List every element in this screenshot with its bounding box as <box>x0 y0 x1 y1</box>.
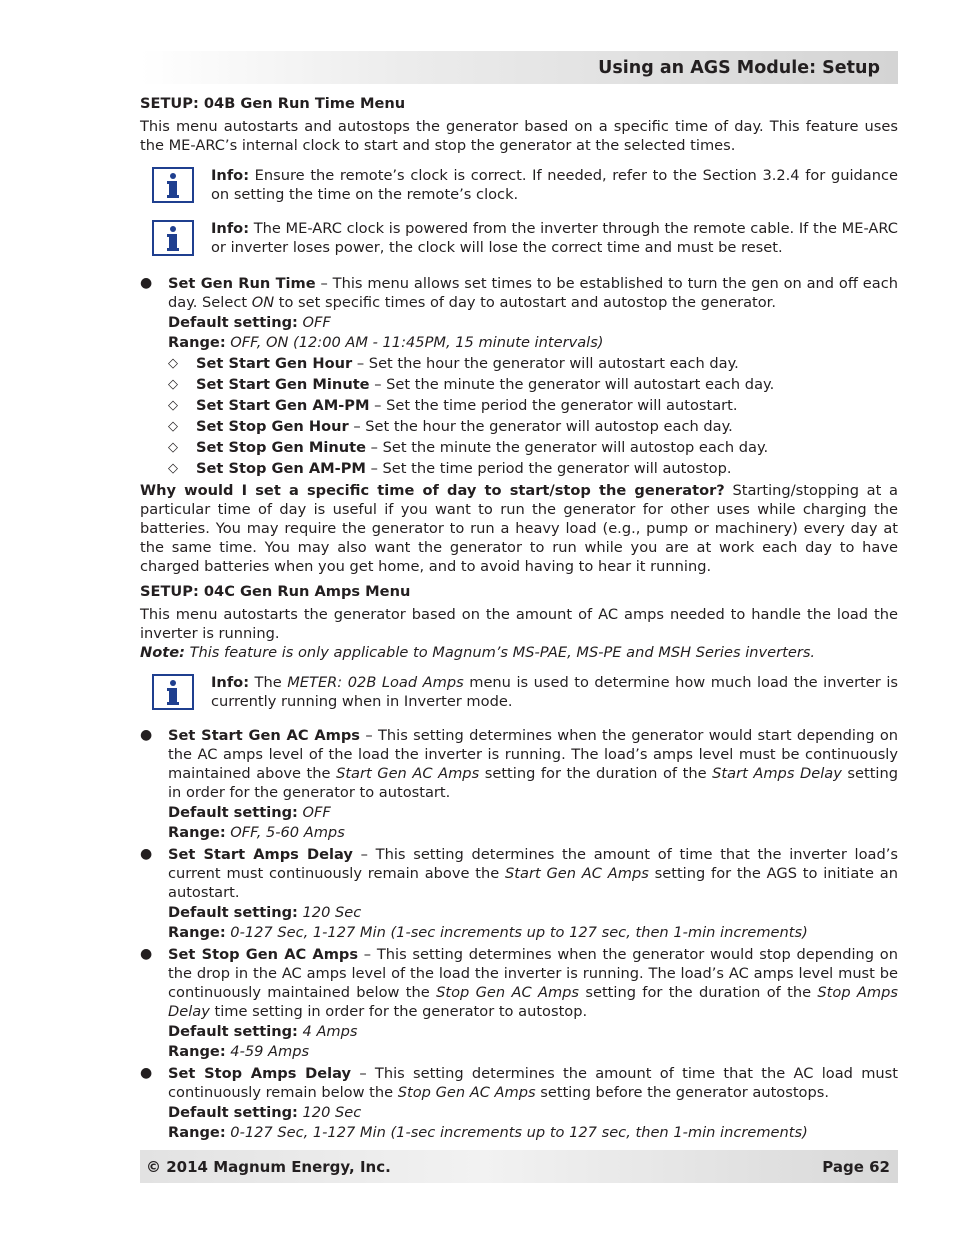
setting-desc: setting before the generator autostops. <box>535 1084 829 1101</box>
sub-setting-desc: – Set the minute the generator will autostop each day. <box>366 439 769 456</box>
list-item-set-stop-gen-ac-amps <box>140 945 898 1061</box>
sub-setting-item <box>140 354 898 373</box>
range-label: Range: <box>168 824 226 841</box>
diamond-bullet-icon: ◇ <box>168 461 178 476</box>
setting-desc: – This setting determines the amount of time that the AC load must continuously remain below the <box>168 1065 898 1101</box>
default-label: Default setting: <box>168 904 298 921</box>
setting-desc: setting for the duration of the <box>579 984 818 1001</box>
range-label: Range: <box>168 1043 226 1060</box>
info-text: menu is used to determine how much load the inverter is currently running when in Inverter mode. <box>211 674 898 710</box>
diamond-bullet-icon: ◇ <box>168 398 178 413</box>
default-label: Default setting: <box>168 1023 298 1040</box>
sub-setting-name: Set Stop Gen Hour <box>196 418 349 435</box>
info-note-1 <box>140 166 898 210</box>
diamond-bullet-icon: ◇ <box>168 419 178 434</box>
bullet-dot: ● <box>140 727 153 743</box>
info-text: Ensure the remote’s clock is correct. If needed, refer to the Section 3.2.4 for guidance on setting the time on the remote’s clock. <box>211 167 898 203</box>
setting-desc: setting in order for the generator to autostart. <box>168 765 898 801</box>
info-label: Info: <box>211 167 250 184</box>
section-heading-04b: SETUP: 04B Gen Run Time Menu <box>140 95 406 112</box>
section-heading-04c: SETUP: 04C Gen Run Amps Menu <box>140 583 411 600</box>
setting-name: Set Stop Gen AC Amps <box>168 946 359 963</box>
setting-desc: to set specific times of day to autostart and autostop the generator. <box>274 294 776 311</box>
setting-desc-italic: Stop Gen AC Amps <box>436 984 580 1001</box>
range-label: Range: <box>168 1124 226 1141</box>
sub-setting-desc: – Set the time period the generator will autostop. <box>365 460 732 477</box>
sub-setting-desc: – Set the hour the generator will autostop each day. <box>348 418 733 435</box>
bullet-dot: ● <box>140 846 153 862</box>
bullet-dot: ● <box>140 1065 153 1081</box>
sub-setting-item <box>140 375 898 394</box>
setting-desc: setting for the duration of the <box>479 765 713 782</box>
info-icon <box>152 167 194 208</box>
range-value: 0-127 Sec, 1-127 Min (1-sec increments up to 127 sec, then 1-min increments) <box>225 924 808 941</box>
note-text: This feature is only applicable to Magnum’s MS-PAE, MS-PE and MSH Series inverters. <box>184 644 816 661</box>
sub-setting-list <box>140 354 898 478</box>
info-icon <box>152 674 194 715</box>
note-paragraph <box>140 643 898 662</box>
list-item-set-start-amps-delay <box>140 845 898 942</box>
setting-name: Set Gen Run Time <box>168 275 316 292</box>
setting-desc: – This setting determines when the generator would start depending on the AC amps level of the load the inverter is running. The load’s amps level must be continuously maintained above the <box>168 727 899 782</box>
why-question: Why would I set a specific time of day to start/stop the generator? <box>140 482 725 499</box>
page-number: Page 62 <box>822 1158 890 1176</box>
sub-setting-name: Set Stop Gen Minute <box>196 439 367 456</box>
why-paragraph <box>140 481 898 576</box>
setting-desc-italic: ON <box>251 294 275 311</box>
sub-setting-name: Set Start Gen AM-PM <box>196 397 370 414</box>
sub-setting-desc: – Set the minute the generator will autostart each day. <box>369 376 775 393</box>
setting-desc: time setting in order for the generator to autostop. <box>209 1003 588 1020</box>
range-value: 0-127 Sec, 1-127 Min (1-sec increments up to 127 sec, then 1-min increments) <box>225 1124 808 1141</box>
sub-setting-item <box>140 459 898 478</box>
range-value: OFF, ON (12:00 AM - 11:45PM, 15 minute intervals) <box>225 334 604 351</box>
info-label: Info: <box>211 674 250 691</box>
bullet-dot: ● <box>140 946 153 962</box>
default-value: 120 Sec <box>297 904 362 921</box>
setting-name: Set Stop Amps Delay <box>168 1065 352 1082</box>
diamond-bullet-icon: ◇ <box>168 377 178 392</box>
sub-setting-item <box>140 438 898 457</box>
info-text: The <box>249 674 288 691</box>
list-item-set-start-gen-ac-amps <box>140 726 898 842</box>
setting-desc: – This setting determines the amount of time that the inverter load’s current must continuously remain above the <box>168 846 898 882</box>
diamond-bullet-icon: ◇ <box>168 440 178 455</box>
why-answer: Starting/stopping at a particular time of day is useful if you want to run the generator for other uses while charging the batteries. You may require the generator to run a heavy load (e.g., pump or machinery) every day at the same time. You may also want the generator to run while you are at work each day to have charged batteries when you get home, and to avoid having to hear it running. <box>140 482 898 575</box>
default-label: Default setting: <box>168 1104 298 1121</box>
setting-desc: setting for the AGS to initiate an autostart. <box>168 865 898 901</box>
page-header <box>140 51 898 84</box>
sub-setting-name: Set Start Gen Minute <box>196 376 370 393</box>
list-item-set-gen-run-time <box>140 274 898 352</box>
range-label: Range: <box>168 924 226 941</box>
page-content <box>140 94 898 1142</box>
bullet-dot: ● <box>140 275 153 291</box>
page-title: Using an AGS Module: Setup <box>598 58 880 78</box>
default-label: Default setting: <box>168 314 298 331</box>
info-note-2 <box>140 219 898 263</box>
setting-desc-italic: Start Amps Delay <box>712 765 842 782</box>
info-text-italic: METER: 02B Load Amps <box>287 674 464 691</box>
diamond-bullet-icon: ◇ <box>168 356 178 371</box>
copyright: © 2014 Magnum Energy, Inc. <box>146 1158 391 1176</box>
default-value: 4 Amps <box>297 1023 358 1040</box>
setting-name: Set Start Amps Delay <box>168 846 353 863</box>
info-label: Info: <box>211 220 250 237</box>
setting-desc: – This setting determines when the generator would stop depending on the drop in the AC amps level of the load the inverter is running. The load’s AC amps level must be continuously maintained below the <box>168 946 898 1001</box>
default-value: OFF <box>297 314 331 331</box>
sub-setting-item <box>140 396 898 415</box>
setting-name: Set Start Gen AC Amps <box>168 727 360 744</box>
default-label: Default setting: <box>168 804 298 821</box>
section-intro-04b: This menu autostarts and autostops the generator based on a specific time of day. This feature uses the ME-ARC’s internal clock to start and stop the generator at the selected times. <box>140 118 898 154</box>
range-value: OFF, 5-60 Amps <box>225 824 345 841</box>
sub-setting-item <box>140 417 898 436</box>
setting-desc-italic: Stop Gen AC Amps <box>397 1084 536 1101</box>
info-icon <box>152 220 194 261</box>
setting-desc-italic: Start Gen AC Amps <box>505 865 649 882</box>
info-note-3 <box>140 673 898 717</box>
default-value: OFF <box>297 804 331 821</box>
page-footer <box>140 1150 898 1183</box>
section-intro-04c: This menu autostarts the generator based on the amount of AC amps needed to handle the load the inverter is running. <box>140 606 898 642</box>
sub-setting-desc: – Set the time period the generator will autostart. <box>369 397 738 414</box>
info-text: The ME-ARC clock is powered from the inverter through the remote cable. If the ME-ARC or inverter loses power, the clock will lose the correct time and must be reset. <box>211 220 898 256</box>
sub-setting-name: Set Start Gen Hour <box>196 355 353 372</box>
setting-desc-italic: Start Gen AC Amps <box>336 765 480 782</box>
list-item-set-stop-amps-delay <box>140 1064 898 1142</box>
setting-desc: – This menu allows set times to be established to turn the gen on and off each day. Select <box>168 275 898 311</box>
range-value: 4-59 Amps <box>225 1043 310 1060</box>
sub-setting-desc: – Set the hour the generator will autostart each day. <box>352 355 739 372</box>
default-value: 120 Sec <box>297 1104 362 1121</box>
sub-setting-name: Set Stop Gen AM-PM <box>196 460 366 477</box>
range-label: Range: <box>168 334 226 351</box>
setting-desc-italic: Stop Amps Delay <box>168 984 899 1020</box>
note-label: Note: <box>140 644 185 661</box>
